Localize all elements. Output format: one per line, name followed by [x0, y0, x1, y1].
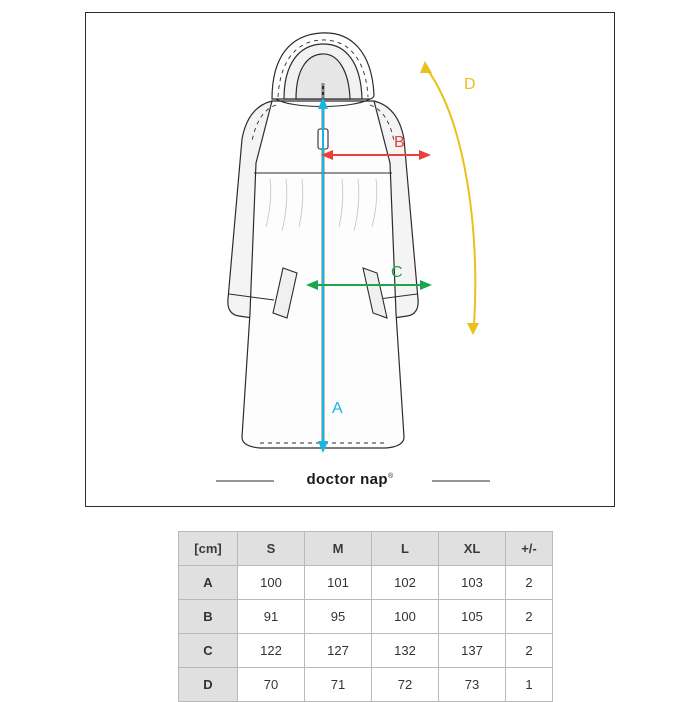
cell-a-m: 101 — [305, 566, 372, 600]
cell-a-tolerance: 2 — [506, 566, 553, 600]
table-row — [179, 634, 553, 668]
cell-d-tolerance: 1 — [506, 668, 553, 702]
garment-diagram-panel — [85, 12, 615, 507]
cell-d-xl: 73 — [439, 668, 506, 702]
cell-d-s: 70 — [238, 668, 305, 702]
brand-wordmark — [86, 471, 614, 488]
header-size-m: M — [305, 532, 372, 566]
header-size-s: S — [238, 532, 305, 566]
row-key-d: D — [179, 668, 238, 702]
measure-b-label: B — [394, 134, 405, 151]
size-table-body — [179, 566, 553, 702]
header-tolerance: +/- — [506, 532, 553, 566]
table-row — [179, 668, 553, 702]
cell-d-m: 71 — [305, 668, 372, 702]
measure-d-label: D — [464, 76, 476, 93]
cell-a-s: 100 — [238, 566, 305, 600]
table-row — [179, 566, 553, 600]
garment-technical-drawing — [86, 13, 614, 506]
cell-b-l: 100 — [372, 600, 439, 634]
brand-name: doctor nap — [306, 471, 388, 488]
measure-d — [420, 61, 479, 335]
row-key-c: C — [179, 634, 238, 668]
row-key-b: B — [179, 600, 238, 634]
measure-c-label: C — [391, 264, 403, 281]
measure-a-label: A — [332, 400, 343, 417]
cell-c-l: 132 — [372, 634, 439, 668]
cell-d-l: 72 — [372, 668, 439, 702]
size-table — [178, 531, 553, 702]
cell-c-tolerance: 2 — [506, 634, 553, 668]
cell-a-xl: 103 — [439, 566, 506, 600]
header-size-l: L — [372, 532, 439, 566]
cell-a-l: 102 — [372, 566, 439, 600]
cell-c-xl: 137 — [439, 634, 506, 668]
cell-b-tolerance: 2 — [506, 600, 553, 634]
brand-registered-mark: ® — [387, 473, 394, 480]
cell-c-s: 122 — [238, 634, 305, 668]
row-key-a: A — [179, 566, 238, 600]
header-unit: [cm] — [179, 532, 238, 566]
table-row — [179, 600, 553, 634]
size-table-head — [179, 532, 553, 566]
cell-b-m: 95 — [305, 600, 372, 634]
table-header-row — [179, 532, 553, 566]
cell-b-s: 91 — [238, 600, 305, 634]
cell-c-m: 127 — [305, 634, 372, 668]
cell-b-xl: 105 — [439, 600, 506, 634]
header-size-xl: XL — [439, 532, 506, 566]
